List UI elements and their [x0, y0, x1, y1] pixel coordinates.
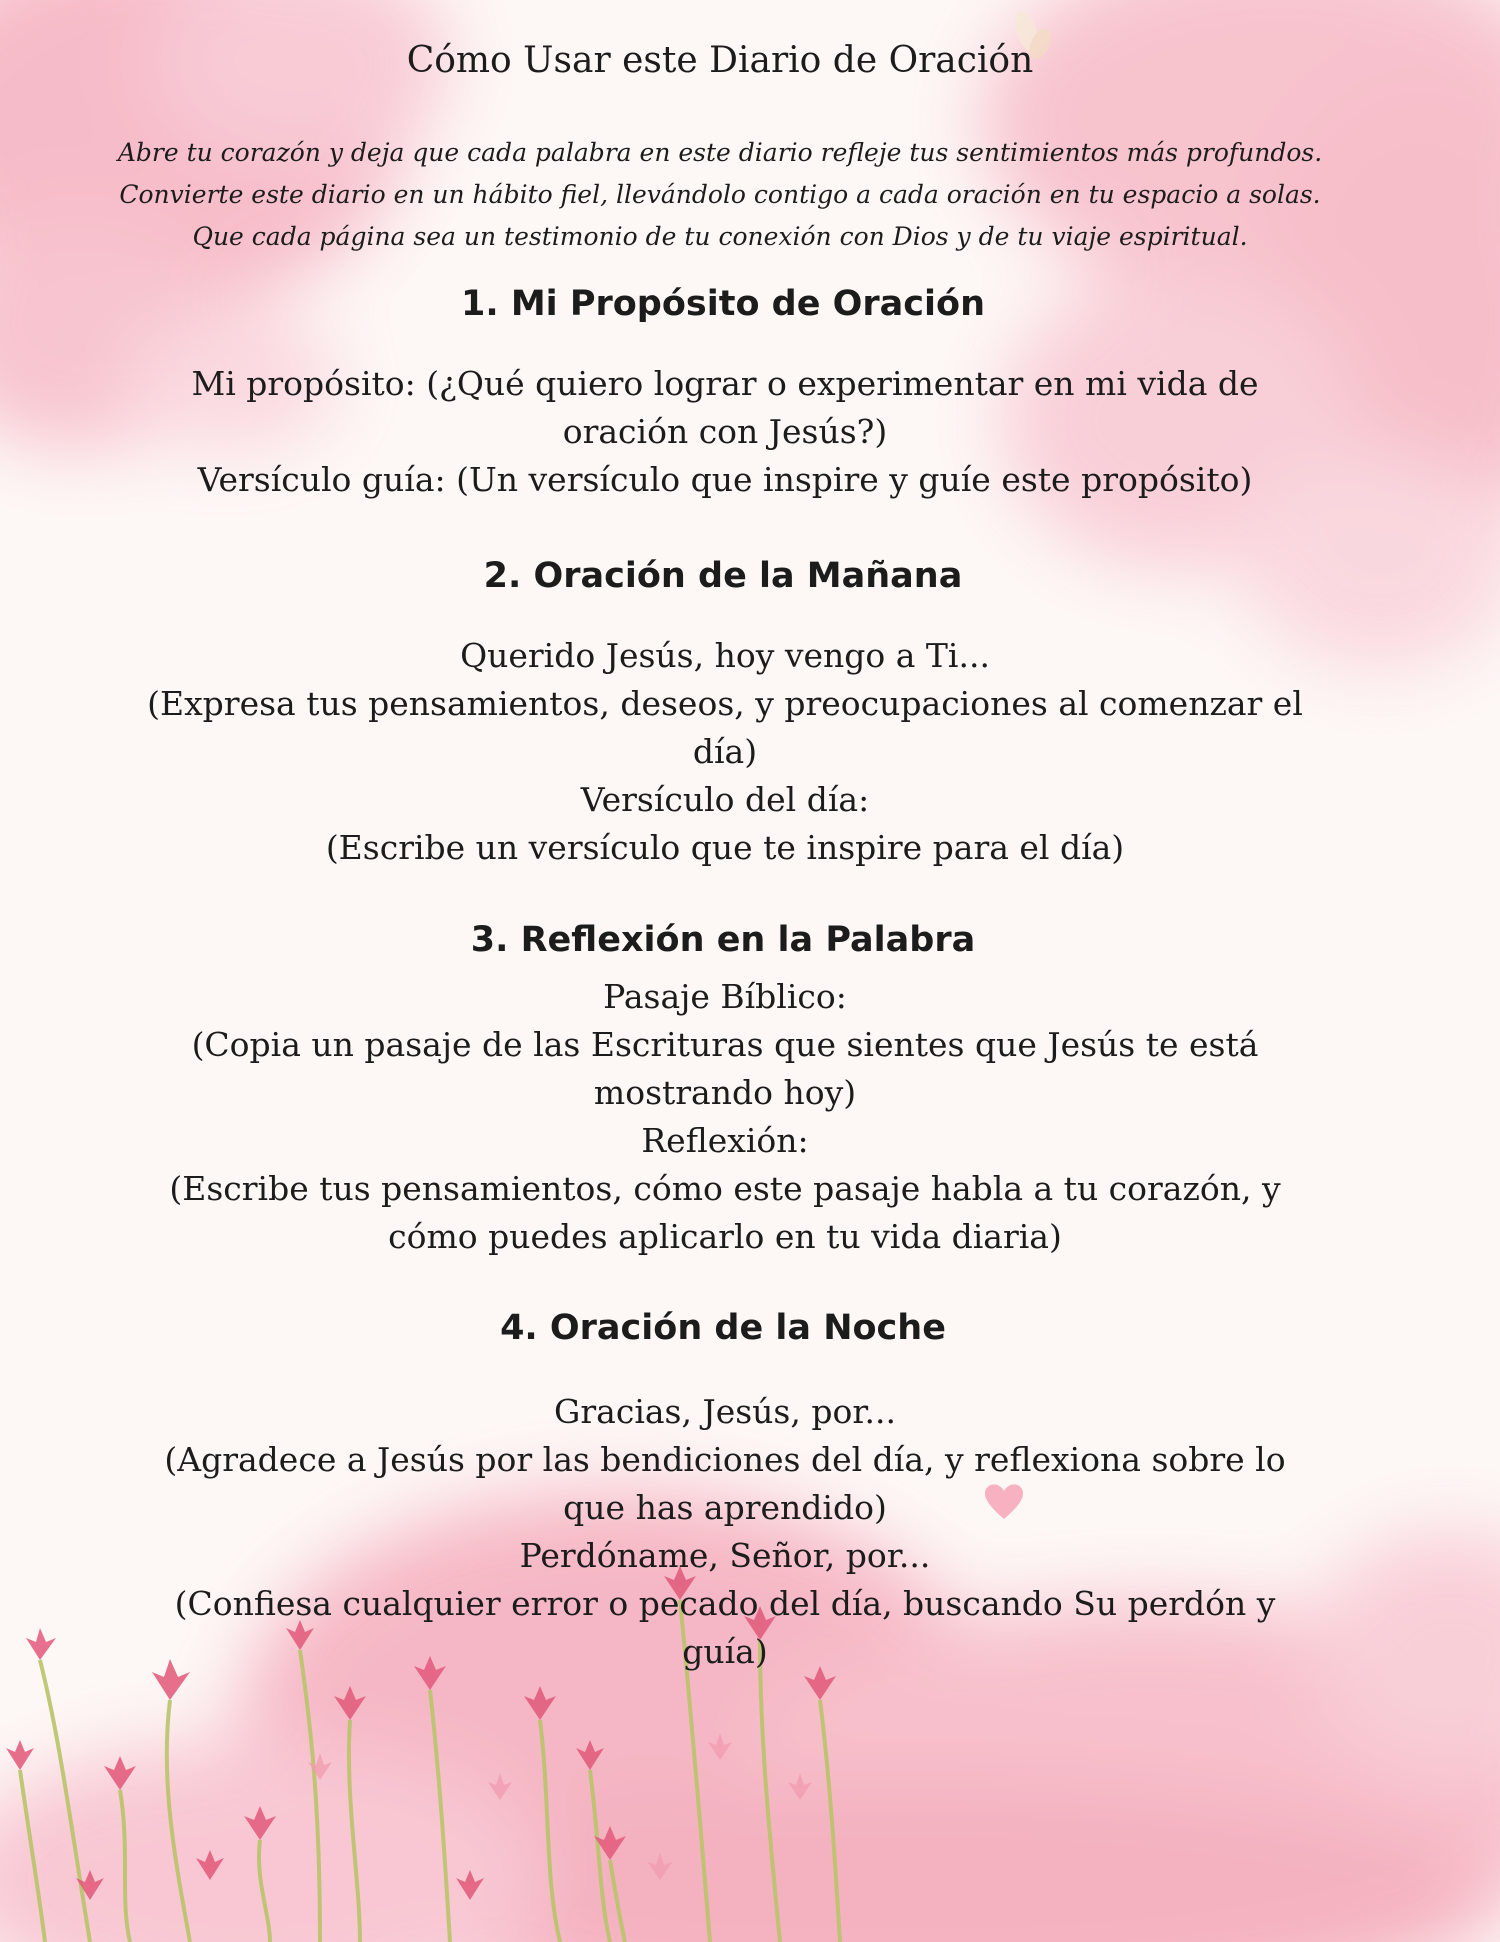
body-line: que has aprendido) [563, 1488, 887, 1527]
body-line: Versículo guía: (Un versículo que inspire y guíe este propósito) [197, 460, 1253, 499]
body-line: Mi propósito: (¿Qué quiero lograr o experimentar en mi vida de [191, 364, 1259, 403]
section-body-noche [60, 1388, 1390, 1676]
body-line: Versículo del día: [580, 780, 870, 819]
body-line: Reflexión: [641, 1121, 809, 1160]
body-line: Perdóname, Señor, por... [519, 1536, 931, 1575]
section-title-noche: 4. Oración de la Noche [500, 1308, 946, 1348]
section-title-manana: 2. Oración de la Mañana [483, 556, 963, 596]
section-body-manana [60, 632, 1390, 872]
intro-line: Abre tu corazón y deja que cada palabra en este diario refleje tus sentimientos más profundos. [117, 138, 1323, 167]
page-title: Cómo Usar este Diario de Oración [406, 40, 1034, 81]
body-line: (Agradece a Jesús por las bendiciones del día, y reflexiona sobre lo [164, 1440, 1286, 1479]
section-body-proposito [60, 360, 1390, 504]
section-body-reflexion [60, 973, 1390, 1261]
body-line: (Expresa tus pensamientos, deseos, y preocupaciones al comenzar el [147, 684, 1303, 723]
body-line: oración con Jesús?) [562, 412, 888, 451]
intro-line: Convierte este diario en un hábito fiel, llevándolo contigo a cada oración en tu espacio a solas. [119, 180, 1321, 209]
body-line: día) [692, 732, 758, 771]
body-line: Gracias, Jesús, por... [554, 1392, 896, 1431]
body-line: guía) [682, 1632, 768, 1671]
body-line: Querido Jesús, hoy vengo a Ti... [460, 636, 990, 675]
body-line: (Escribe un versículo que te inspire para el día) [325, 828, 1125, 867]
section-title-reflexion: 3. Reflexión en la Palabra [470, 920, 976, 960]
intro-line: Que cada página sea un testimonio de tu conexión con Dios y de tu viaje espiritual. [192, 222, 1248, 251]
body-line: Pasaje Bíblico: [603, 977, 847, 1016]
body-line: (Escribe tus pensamientos, cómo este pasaje habla a tu corazón, y [169, 1169, 1281, 1208]
intro-paragraph [0, 132, 1440, 258]
body-line: cómo puedes aplicarlo en tu vida diaria) [388, 1217, 1062, 1256]
body-line: mostrando hoy) [593, 1073, 857, 1112]
body-line: (Copia un pasaje de las Escrituras que sientes que Jesús te está [191, 1025, 1259, 1064]
body-line: (Confiesa cualquier error o pecado del día, buscando Su perdón y [174, 1584, 1276, 1623]
section-title-proposito: 1. Mi Propósito de Oración [460, 284, 985, 324]
